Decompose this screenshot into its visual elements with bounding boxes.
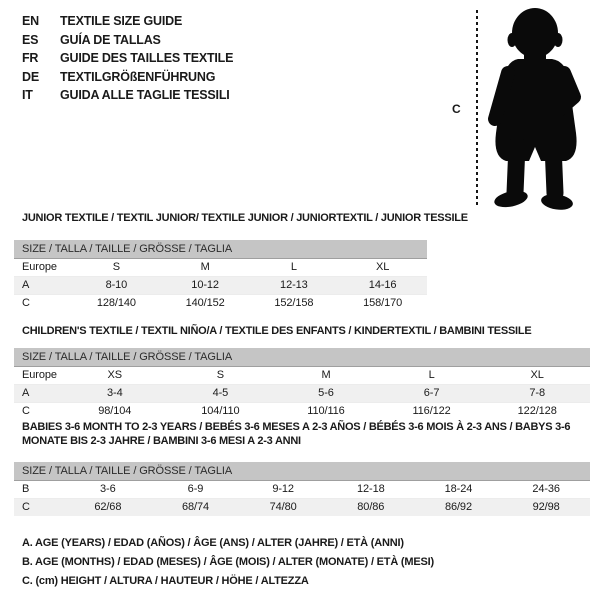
size-cell: 74/80 xyxy=(239,498,327,516)
size-cell: S xyxy=(72,258,161,276)
lang-code: EN xyxy=(22,14,39,28)
lang-code: FR xyxy=(22,51,39,65)
size-cell: XL xyxy=(338,258,427,276)
table-header-row xyxy=(14,462,590,480)
baby-silhouette-icon xyxy=(484,5,594,210)
size-cell: 140/152 xyxy=(185,297,225,310)
size-cell: L xyxy=(379,366,485,384)
size-cell: 8-10 xyxy=(72,276,161,294)
row-label: Europe xyxy=(14,366,62,384)
language-title-block xyxy=(22,12,233,105)
size-cell: 128/140 xyxy=(96,297,136,310)
lang-title: TEXTILGRÖßENFÜHRUNG xyxy=(60,69,216,84)
size-cell: 5-6 xyxy=(273,384,379,402)
table-header-row xyxy=(14,348,590,366)
lang-title: GUIDE DES TAILLES TEXTILE xyxy=(60,51,234,65)
lang-title: GUIDA ALLE TAGLIE TESSILI xyxy=(60,88,230,102)
size-cell: L xyxy=(250,258,339,276)
table-row-europe xyxy=(14,258,427,276)
footnote-b: B. AGE (MONTHS) / EDAD (MESES) / ÂGE (MOIS) / ALTER (MONATE) / ETÀ (MESI) xyxy=(22,556,434,568)
size-cell: 3-6 xyxy=(64,480,152,498)
height-measure-label: C xyxy=(452,102,461,116)
size-cell: 116/122 xyxy=(412,405,451,418)
table-row-height xyxy=(14,294,427,312)
footnote-c: C. (cm) HEIGHT / ALTURA / HAUTEUR / HÖHE / ALTEZZA xyxy=(22,575,309,587)
children-table-title: CHILDREN'S TEXTILE / TEXTIL NIÑO/A / TEXTILE DES ENFANTS / KINDERTEXTIL / BAMBINI TESSILE xyxy=(22,325,532,337)
size-cell: 62/68 xyxy=(64,498,152,516)
size-cell: XS xyxy=(62,366,168,384)
table-row-height xyxy=(14,498,590,516)
lang-code: ES xyxy=(22,32,39,47)
footnotes-block xyxy=(22,534,434,591)
table-row-age xyxy=(14,276,427,294)
size-header-label: SIZE / TALLA / TAILLE / GRÖSSE / TAGLIA xyxy=(14,240,427,258)
size-cell: 7-8 xyxy=(484,384,590,402)
size-cell: 18-24 xyxy=(415,480,503,498)
size-cell: 98/104 xyxy=(98,405,132,418)
size-header-label: SIZE / TALLA / TAILLE / GRÖSSE / TAGLIA xyxy=(14,462,590,480)
size-cell: 14-16 xyxy=(338,276,427,294)
row-label: Europe xyxy=(14,258,72,276)
size-cell: 80/86 xyxy=(327,498,415,516)
lang-title: TEXTILE SIZE GUIDE xyxy=(60,14,183,28)
row-label: B xyxy=(14,480,64,498)
row-label: C xyxy=(22,297,30,310)
row-label: A xyxy=(14,384,62,402)
size-cell: 12-13 xyxy=(250,276,339,294)
size-cell: 4-5 xyxy=(168,384,274,402)
lang-row-fr xyxy=(22,49,233,68)
junior-size-table xyxy=(14,240,427,312)
lang-row-en xyxy=(22,12,233,31)
size-cell: 104/110 xyxy=(201,405,240,418)
table-row-height xyxy=(14,402,590,420)
size-cell: 24-36 xyxy=(502,480,590,498)
size-cell: 9-12 xyxy=(239,480,327,498)
size-cell: 86/92 xyxy=(415,498,503,516)
size-header-label: SIZE / TALLA / TAILLE / GRÖSSE / TAGLIA xyxy=(14,348,590,366)
table-row-europe xyxy=(14,366,590,384)
table-row-age-months xyxy=(14,480,590,498)
row-label: C xyxy=(22,405,30,418)
size-cell: S xyxy=(168,366,274,384)
size-cell: 92/98 xyxy=(502,498,590,516)
size-cell: 68/74 xyxy=(152,498,240,516)
row-label: A xyxy=(14,276,72,294)
size-cell: 10-12 xyxy=(161,276,250,294)
size-cell: M xyxy=(161,258,250,276)
size-cell: 122/128 xyxy=(517,405,557,418)
height-dashed-line xyxy=(476,10,478,208)
size-cell: 6-9 xyxy=(152,480,240,498)
table-header-row xyxy=(14,240,427,258)
footnote-a: A. AGE (YEARS) / EDAD (AÑOS) / ÂGE (ANS) / ALTER (JAHRE) / ETÀ (ANNI) xyxy=(22,537,404,549)
size-cell: XL xyxy=(484,366,590,384)
size-cell: 152/158 xyxy=(274,297,314,310)
lang-row-de xyxy=(22,68,233,87)
lang-code: DE xyxy=(22,69,39,84)
size-cell: M xyxy=(273,366,379,384)
table-row-age xyxy=(14,384,590,402)
row-label: C xyxy=(14,498,64,516)
lang-title: GUÍA DE TALLAS xyxy=(60,32,161,47)
size-cell: 110/116 xyxy=(307,405,345,418)
size-cell: 158/170 xyxy=(363,297,403,310)
lang-row-it xyxy=(22,86,233,105)
lang-code: IT xyxy=(22,88,33,102)
junior-table-title: JUNIOR TEXTILE / TEXTIL JUNIOR/ TEXTILE JUNIOR / JUNIORTEXTIL / JUNIOR TESSILE xyxy=(22,212,468,224)
lang-row-es xyxy=(22,31,233,50)
babies-size-table xyxy=(14,462,590,516)
size-cell: 12-18 xyxy=(327,480,415,498)
size-cell: 3-4 xyxy=(62,384,168,402)
size-cell: 6-7 xyxy=(379,384,485,402)
babies-table-title: BABIES 3-6 MONTH TO 2-3 YEARS / BEBÉS 3-6 MESES A 2-3 AÑOS / BÉBÉS 3-6 MOIS À 2-3 ANS / BABYS 3-6 MONATE BIS 2-3 JAHRE / BAMBINI 3-6 MESI A 2-3 ANNI xyxy=(22,421,571,447)
children-size-table xyxy=(14,348,590,420)
